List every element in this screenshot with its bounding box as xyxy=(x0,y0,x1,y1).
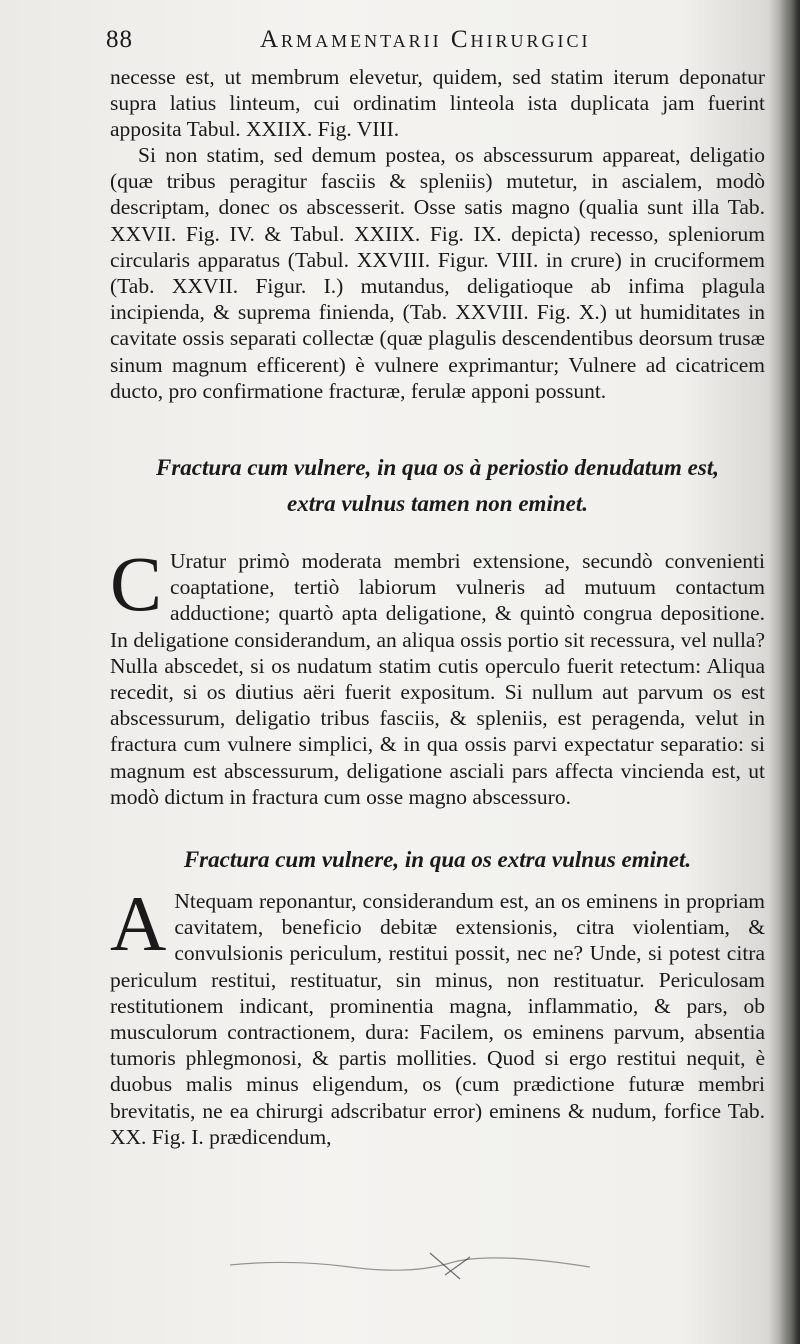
paragraph-2: Si non statim, sed demum postea, os abscessurum appareat, deligatio (quæ tribus peragitur fasciis & spleniis) mutetur, in ascialem, modò descriptam, donec os abscesserit. Osse satis magno (qualia sunt illa Tab. XXVII. Fig. IV. & Tabul. XXIIX. Fig. IX. depicta) recesso, spleniorum circularis apparatus (Tabul. XXVIII. Figur. VIII. in crure) in cruciformem (Tab. XXVII. Figur. I.) mutandus, deligatioque ab infima plagula incipienda, & suprema finienda, (Tab. XXVIII. Fig. X.) ut humiditates in cavitate ossis separati collectæ (quæ plagulis descendentibus deorsum trusæ sinum magnum efficerent) è vulnere exprimantur; Vulnere ad cicatricem ducto, pro confirmatione fracturæ, ferulæ apponi possunt. xyxy=(110,143,765,403)
section-heading-1-line-2: extra vulnus tamen non eminet. xyxy=(287,491,588,516)
section-heading-2 xyxy=(110,842,765,878)
page-gutter-shadow xyxy=(778,0,800,1344)
page-number: 88 xyxy=(106,26,133,53)
bottom-ornament xyxy=(230,1245,590,1285)
section-heading-1 xyxy=(110,450,765,522)
drop-cap-c: C xyxy=(110,540,163,627)
section-2-body xyxy=(110,880,765,1150)
page-header xyxy=(100,26,740,60)
drop-cap-a: A xyxy=(110,880,167,967)
paragraph-4: Ntequam reponantur, considerandum est, an os eminens in propriam cavitatem, beneficio debitæ extensionis, citra violentiam, & convulsionis periculum, restitui possit, nec ne? Unde, si potest citra periculum restitui, restituatur, sin minus, non restituatur. Periculosam restitutionem indicant, prominentia magna, inflammatio, & pars, ob musculorum contractionem, dura: Facilem, os eminens parvum, absentia tumoris phlegmonosi, & partis mollities. Quod si ergo restitui nequit, è duobus malis minus eligendum, os (cum prædictione futuræ membri brevitatis, ne ea chirurgi adscribatur error) eminens & nudum, forfice Tab. XX. Fig. I. prædicendum, xyxy=(110,889,765,1149)
section-1-body xyxy=(110,540,765,810)
section-heading-1-line-1: Fractura cum vulnere, in qua os à periostio denudatum est, xyxy=(156,455,719,480)
running-title: Armamentarii Chirurgici xyxy=(260,26,591,53)
section-heading-2-text: Fractura cum vulnere, in qua os extra vulnus eminet. xyxy=(183,847,692,872)
paragraph-3: Uratur primò moderata membri extensione, secundò convenienti coaptatione, tertiò labiorum vulneris ad mutuum contactum adductione; quartò apta deligatione, & quintò congrua depositione. In deligatione considerandum, an aliqua ossis portio sit recessura, vel nulla? Nulla abscedet, si os nudatum statim cutis operculo fuerit retectum: Aliqua recedit, si os diutius aëri fuerit expositum. Si nullum aut parvum os est abscessurum, deligatio tribus fasciis, & spleniis, est peragenda, velut in fractura cum vulnere simplici, & in qua ossis parvi expectatur separatio: si magnum est abscessurum, deligatione asciali pars affecta vincienda est, ut modò dictum in fractura cum osse magno abscessuro. xyxy=(110,549,765,809)
paragraph-1: necesse est, ut membrum elevetur, quidem, sed statim iterum deponatur supra latius linteum, cui ordinatim linteola ista duplicata jam fuerint apposita Tabul. XXIIX. Fig. VIII. xyxy=(110,65,765,142)
text-block-top xyxy=(110,64,765,143)
text-block-second xyxy=(110,142,765,404)
